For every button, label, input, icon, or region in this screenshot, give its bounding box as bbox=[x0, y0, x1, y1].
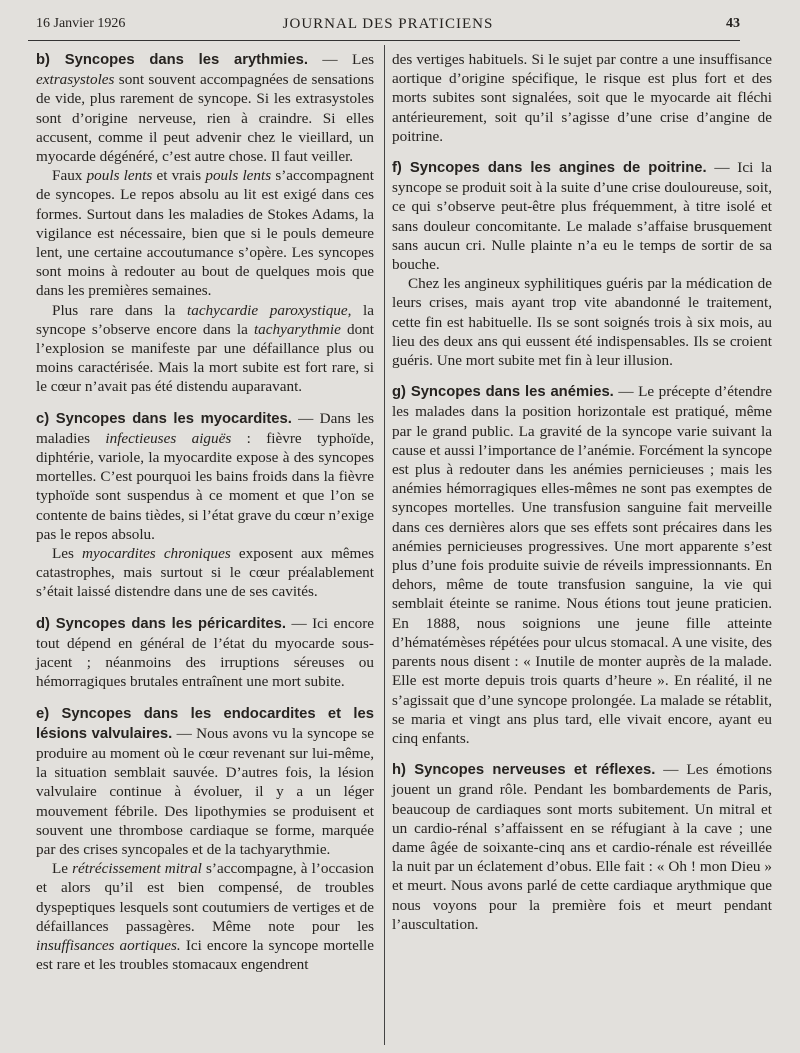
italic-term: pouls lents bbox=[205, 167, 272, 185]
running-header bbox=[36, 16, 740, 38]
text: — Les émotions jouent un grand rôle. Pendant les bombardements de Paris, beaucoup de cardiaques sont morts subitement. Un mitral et un cardio-rénal s’affaissent en se réfugiant à la cave ; une dame âgée de soixante-cinq ans et cardio-rénale est réveillée la nuit par un éclatement d’obus. Elle fait : « Oh ! mon Dieu » et meurt. Nous avons parlé de cette cardiaque arythmique que nous voyons pour la première fois et meurt pendant l’auscultation. bbox=[392, 761, 772, 933]
section-e-paragraph bbox=[36, 704, 374, 860]
text: — Ici encore tout dépend en général de l’état du myocarde sous-jacent ; néanmoins des irruptions séreuses ou hémorragiques brutales entraînent une mort subite. bbox=[36, 614, 374, 691]
text: Le bbox=[52, 860, 73, 878]
paragraph bbox=[36, 859, 374, 974]
text: dont l’explosion se manifeste par une défaillance plus ou moins caractérisée. Mais la mort subite est fort rare, si le cœur n’avait pas été distendu auparavant. bbox=[36, 320, 374, 396]
section-heading: b) Syncopes dans les arythmies. bbox=[36, 52, 308, 68]
section-f-paragraph bbox=[392, 158, 772, 274]
paragraph bbox=[36, 166, 374, 300]
left-column bbox=[36, 50, 374, 974]
section-h-paragraph bbox=[392, 760, 772, 934]
section-heading: c) Syncopes dans les myocardites. bbox=[36, 410, 292, 427]
italic-term: tachycardie paroxystique, bbox=[187, 301, 352, 319]
text: — Ici la syncope se produit soit à la suite d’une crise douloureuse, soit, ce qui s’observe peut-être plus fréquemment, à titre isolé et sans douleur concomitante. Le malade s’affaise brusquement sans aucun cri. Nulle plainte n’a eu le temps de sortir de sa bouche. bbox=[392, 159, 772, 274]
text: — Dans les maladies bbox=[36, 409, 374, 447]
paragraph bbox=[36, 544, 374, 602]
text: exposent aux mêmes catastrophes, mais surtout si le cœur préalablement s’était laissé distendre dans une de ses cavités. bbox=[36, 545, 374, 601]
italic-term: pouls lents bbox=[86, 167, 153, 185]
text: s’accompagnent de syncopes. Le repos absolu au lit est exigé dans ces formes. Surtout dans les maladies de Stokes Adams, la vigilance est nécessaire, bien que si le pouls demeure lent, une certaine accoutumance s’opère. Les syncopes sont moins à redouter au bout de quelques mois que dans les premières semaines. bbox=[36, 167, 374, 300]
text: Les bbox=[52, 545, 83, 563]
section-d-paragraph bbox=[36, 614, 374, 692]
section-heading: g) Syncopes dans les anémies. bbox=[392, 384, 614, 401]
section-heading: d) Syncopes dans les péricardites. bbox=[36, 615, 286, 632]
text: et vrais bbox=[152, 167, 206, 185]
text: Faux bbox=[52, 167, 87, 185]
right-column bbox=[392, 50, 772, 934]
text: Ici encore la syncope mortelle est rare et les troubles stomacaux engendrent bbox=[36, 936, 374, 974]
italic-term: myocardites chroniques bbox=[82, 545, 231, 563]
italic-term: tachyarythmie bbox=[253, 320, 341, 338]
text: — Le précepte d’étendre les malades dans la position horizontale est pratiqué, même par le grand public. La gravité de la syncope varie suivant la cause et aussi l’importance de l’anémie. Forcément la syncope est plus à redouter dans les anémies pernicieuses ; mais les anémies hémorragiques elles-mêmes ne sont pas exemptes de syncopes mortelles. Une transfusion sanguine fait merveille dans ces dernières alors que ses effets sont précaires dans les anémies pernicieuses progressives. Une mort apparente s’est plus d’une fois produite suivie de réveils impressionnants. En dehors, même de toute transfusion sanguine, la vie qui semblait éteinte se ranime. Nous étions tout jeune praticien. En 1888, nous soignions une jeune fille atteinte d’hématémèses répétées pour ulcus stomacal. A une visite, des parents nous disent : « Inutile de monter auprès de la malade. Elle est morte depuis trois quarts d’heure ». En réalité, il ne s’agissait que d’une syncope prolongée. La malade se rétablit, se maria et vingt ans plus tard, elle vivait encore, ayant eu cinq enfants. bbox=[392, 383, 772, 747]
paragraph bbox=[36, 301, 374, 397]
text: sont souvent accompagnées de sensations de vide, plus rarement de syncope. Si les extrasystoles sont d’origine nerveuse, rien à craindre. Si elles accusent, comme il peut advenir chez le vieillard, un myocarde dégénéré, c’est autre chose. Il faut veiller. bbox=[36, 71, 374, 166]
journal-title: JOURNAL DES PRATICIENS bbox=[282, 16, 494, 32]
text: s’accompagne, à l’occasion et alors qu’il est bien compensé, de troubles dyspeptiques lesquels sont coutumiers de vertiges et de défaillances passagères. Même note pour les bbox=[36, 860, 374, 935]
header-rule bbox=[28, 40, 740, 41]
section-heading: f) Syncopes dans les angines de poitrine. bbox=[392, 160, 707, 177]
section-heading: h) Syncopes nerveuses et réflexes. bbox=[392, 762, 656, 779]
header-date: 16 Janvier 1926 bbox=[36, 16, 126, 31]
italic-term: insuffisances aortiques. bbox=[36, 936, 181, 954]
text: — Nous avons vu la syncope se produire au moment où le cœur revenant sur lui-même, la situation semblait sauvée. D’autres fois, la lésion valvulaire continue à évoluer, il y a un léger mouvement fébrile. Des lipothymies se produisent et souvent une thrombose cardiaque se forme, marquée par des crises syncopales et de la tachyarythmie. bbox=[36, 724, 374, 858]
page-number: 43 bbox=[726, 16, 740, 31]
section-heading: e) Syncopes dans les endocardites et les lésions valvulaires. bbox=[36, 705, 374, 742]
column-divider bbox=[384, 45, 385, 1045]
text: — Les bbox=[308, 51, 374, 68]
italic-term: infectieuses aiguës bbox=[105, 429, 232, 447]
italic-term: rétrécissement mitral bbox=[72, 860, 202, 878]
section-g-paragraph bbox=[392, 382, 772, 748]
section-b-paragraph bbox=[36, 50, 374, 166]
section-c-paragraph bbox=[36, 409, 374, 544]
paragraph: Chez les angineux syphilitiques guéris par la médication de leurs crises, mais ayant trop vite abandonné le traitement, cette fin est habituelle. Ils se sont soignés trois à six mois, au lieu des deux ans qui eussent été indispensables. Ils se croient guéris. Une mort subite met fin à leur illusion. bbox=[392, 275, 772, 370]
continued-paragraph: des vertiges habituels. Si le sujet par contre a une insuffisance aortique d’origine spécifique, le risque est plus fort et des morts subites sont signalées, soit que le myocarde ait fléchi antérieurement, soit qu’il s’agisse d’une crise d’angine de poitrine. bbox=[392, 51, 772, 145]
text: : fièvre typhoïde, diphtérie, variole, la myocardite expose à des syncopes mortelles. C’est pourquoi les bains froids dans la fièvre typhoïde sont suspendus à ce moment et que l’on se contente de bains tièdes, si l’état grave du cœur n’exige pas le repos absolu. bbox=[36, 429, 374, 543]
italic-term: extrasystoles bbox=[36, 71, 115, 89]
text: la syncope s’observe encore dans la bbox=[36, 301, 374, 338]
text: Plus rare dans la bbox=[52, 301, 187, 319]
